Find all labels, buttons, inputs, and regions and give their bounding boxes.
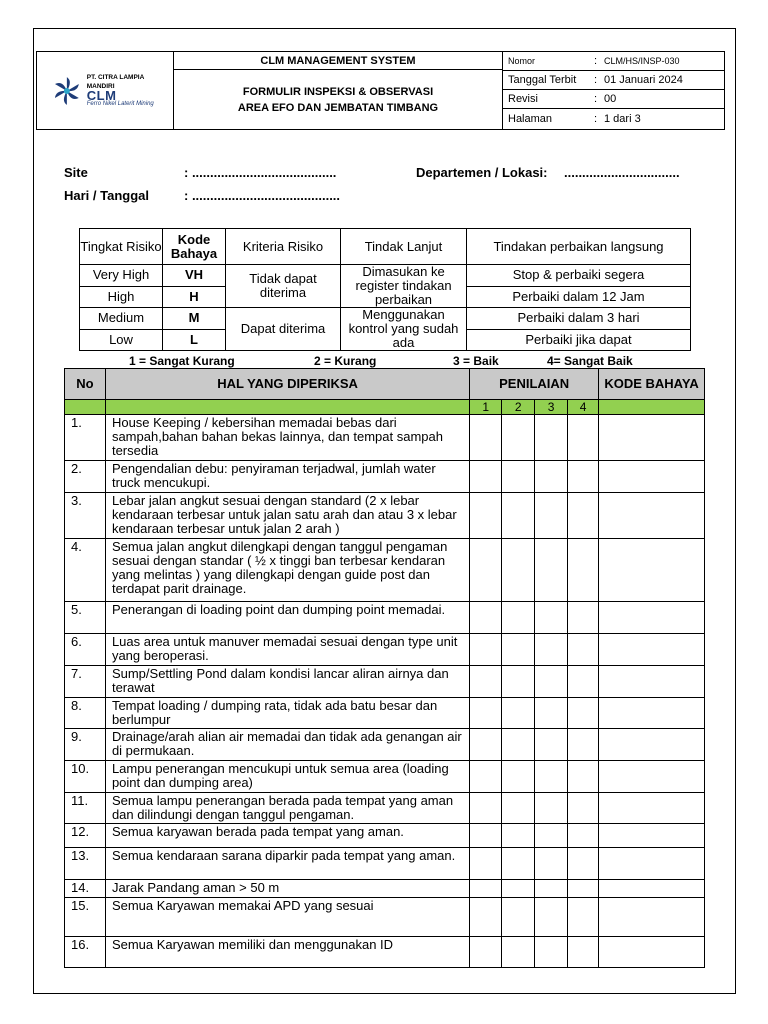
risk-matrix-table — [79, 228, 691, 351]
hazard-code-cell[interactable] — [599, 666, 705, 698]
item-description: Pengendalian debu: penyiraman terjadwal, jumlah water truck mencukupi. — [105, 461, 469, 493]
risk-code: M — [163, 308, 226, 330]
meta-row-halaman: Halaman : 1 dari 3 — [503, 109, 724, 129]
risk-header-code: Kode Bahaya — [163, 229, 226, 265]
hazard-code-cell[interactable] — [599, 729, 705, 761]
site-label: Site — [64, 165, 88, 180]
item-description: House Keeping / kebersihan memadai bebas dari sampah,bahan bahan bekas lainnya, dan tempat sampah tersedia — [105, 415, 469, 461]
risk-level: High — [80, 286, 163, 308]
risk-followup: Dimasukan ke register tindakan perbaikan — [341, 265, 467, 308]
risk-header-followup: Tindak Lanjut — [341, 229, 467, 265]
rating-cell-1[interactable] — [470, 761, 502, 793]
department-field[interactable]: ................................ — [564, 165, 680, 180]
rating-cell-1[interactable] — [470, 898, 502, 937]
rating-cell-3[interactable] — [535, 793, 568, 824]
checklist-row — [65, 898, 705, 937]
brand-tagline: Ferro Nikel Laterit Mining — [86, 100, 154, 107]
hazard-code-cell[interactable] — [599, 824, 705, 848]
rating-cell-2[interactable] — [502, 634, 535, 666]
legend-item: 2 = Kurang — [314, 354, 377, 368]
rating-cell-4[interactable] — [568, 824, 599, 848]
score-header-3: 3 — [535, 400, 568, 415]
rating-cell-2[interactable] — [502, 539, 535, 602]
rating-cell-3[interactable] — [535, 729, 568, 761]
score-spacer — [65, 400, 106, 415]
rating-cell-2[interactable] — [502, 848, 535, 880]
company-name: PT. CITRA LAMPIA MANDIRI — [86, 73, 145, 90]
item-description: Luas area untuk manuver memadai sesuai dengan type unit yang beroperasi. — [105, 634, 469, 666]
legend-item: 3 = Baik — [453, 354, 499, 368]
department-label: Departemen / Lokasi: — [416, 165, 548, 180]
rating-cell-1[interactable] — [470, 493, 502, 539]
rating-cell-3[interactable] — [535, 415, 568, 461]
rating-cell-1[interactable] — [470, 666, 502, 698]
item-description: Lebar jalan angkut sesuai dengan standard (2 x lebar kendaraan terbesar untuk jalan satu arah dan atau 3 x lebar kendaraan terbesar untuk jalan 2 arah ) — [105, 493, 469, 539]
item-description: Jarak Pandang aman > 50 m — [105, 880, 469, 898]
rating-cell-2[interactable] — [502, 493, 535, 539]
rating-cell-4[interactable] — [568, 634, 599, 666]
checklist-row — [65, 937, 705, 968]
checklist-row — [65, 824, 705, 848]
document-meta — [503, 52, 725, 130]
hazard-code-cell[interactable] — [599, 634, 705, 666]
checklist-row — [65, 698, 705, 729]
form-title-line-2: AREA EFO DAN JEMBATAN TIMBANG — [237, 101, 439, 114]
meta-row-revisi: Revisi : 00 — [503, 90, 724, 109]
item-number: 5. — [65, 602, 106, 634]
rating-cell-2[interactable] — [502, 698, 535, 729]
rating-cell-4[interactable] — [568, 666, 599, 698]
hazard-code-cell[interactable] — [599, 493, 705, 539]
risk-action: Perbaiki jika dapat — [467, 329, 691, 351]
hazard-code-cell[interactable] — [599, 761, 705, 793]
rating-cell-2[interactable] — [502, 729, 535, 761]
hazard-code-cell[interactable] — [599, 937, 705, 968]
checklist-row — [65, 729, 705, 761]
rating-cell-3[interactable] — [535, 602, 568, 634]
rating-cell-1[interactable] — [470, 937, 502, 968]
rating-cell-2[interactable] — [502, 415, 535, 461]
column-header-rating: PENILAIAN — [470, 369, 599, 400]
rating-cell-4[interactable] — [568, 937, 599, 968]
item-number: 7. — [65, 666, 106, 698]
risk-action: Stop & perbaiki segera — [467, 265, 691, 287]
risk-code: VH — [163, 265, 226, 287]
rating-cell-3[interactable] — [535, 461, 568, 493]
score-spacer — [599, 400, 705, 415]
column-header-no: No — [65, 369, 106, 400]
risk-header-level: Tingkat Risiko — [80, 229, 163, 265]
item-description: Semua jalan angkut dilengkapi dengan tanggul pengaman sesuai dengan standar ( ½ x tinggi ban terbesar kendaran yang melintas ) yang dilengkapi dengan guide post dan terdapat parit drainage. — [105, 539, 469, 602]
risk-action: Perbaiki dalam 12 Jam — [467, 286, 691, 308]
item-description: Drainage/arah alian air memadai dan tidak ada genangan air di permukaan. — [105, 729, 469, 761]
rating-cell-4[interactable] — [568, 880, 599, 898]
hazard-code-cell[interactable] — [599, 461, 705, 493]
item-number: 6. — [65, 634, 106, 666]
rating-cell-3[interactable] — [535, 824, 568, 848]
rating-cell-1[interactable] — [470, 729, 502, 761]
meta-value: 1 dari 3 — [604, 113, 641, 125]
rating-cell-3[interactable] — [535, 698, 568, 729]
checklist-row — [65, 793, 705, 824]
rating-cell-3[interactable] — [535, 880, 568, 898]
checklist-row — [65, 539, 705, 602]
risk-level: Low — [80, 329, 163, 351]
meta-key: Nomor — [508, 56, 536, 66]
meta-row-tanggal: Tanggal Terbit : 01 Januari 2024 — [503, 71, 724, 90]
risk-criteria: Tidak dapat diterima — [226, 265, 341, 308]
item-number: 16. — [65, 937, 106, 968]
item-number: 3. — [65, 493, 106, 539]
score-header-2: 2 — [502, 400, 535, 415]
risk-followup: Menggunakan kontrol yang sudah ada — [341, 308, 467, 351]
hazard-code-cell[interactable] — [599, 698, 705, 729]
rating-cell-3[interactable] — [535, 539, 568, 602]
brand-name: CLM — [86, 87, 117, 103]
rating-cell-3[interactable] — [535, 666, 568, 698]
checklist-row — [65, 602, 705, 634]
hazard-code-cell[interactable] — [599, 602, 705, 634]
item-number: 2. — [65, 461, 106, 493]
rating-cell-4[interactable] — [568, 602, 599, 634]
rating-cell-1[interactable] — [470, 824, 502, 848]
item-description: Semua lampu penerangan berada pada tempat yang aman dan dilindungi dengan tanggul pengaman. — [105, 793, 469, 824]
date-field[interactable]: : ......................................... — [184, 188, 341, 203]
checklist-row — [65, 493, 705, 539]
rating-cell-1[interactable] — [470, 634, 502, 666]
item-number: 13. — [65, 848, 106, 880]
risk-code: L — [163, 329, 226, 351]
rating-cell-1[interactable] — [470, 793, 502, 824]
item-description: Tempat loading / dumping rata, tidak ada batu besar dan berlumpur — [105, 698, 469, 729]
rating-cell-1[interactable] — [470, 602, 502, 634]
item-description: Semua Karyawan memiliki dan menggunakan ID — [105, 937, 469, 968]
risk-code: H — [163, 286, 226, 308]
rating-cell-4[interactable] — [568, 793, 599, 824]
item-description: Semua kendaraan sarana diparkir pada tempat yang aman. — [105, 848, 469, 880]
item-description: Lampu penerangan mencukupi untuk semua area (loading point dan dumping area) — [105, 761, 469, 793]
rating-cell-2[interactable] — [502, 937, 535, 968]
item-description: Semua karyawan berada pada tempat yang aman. — [105, 824, 469, 848]
hazard-code-cell[interactable] — [599, 898, 705, 937]
item-number: 1. — [65, 415, 106, 461]
column-header-code: KODE BAHAYA — [599, 369, 705, 400]
score-header-4: 4 — [568, 400, 599, 415]
rating-cell-1[interactable] — [470, 415, 502, 461]
rating-cell-3[interactable] — [535, 634, 568, 666]
meta-key: Revisi — [508, 93, 538, 105]
site-field[interactable]: : ........................................ — [184, 165, 337, 180]
checklist-row — [65, 761, 705, 793]
risk-criteria: Dapat diterima — [226, 308, 341, 351]
item-number: 15. — [65, 898, 106, 937]
hazard-code-cell[interactable] — [599, 415, 705, 461]
meta-value: 01 Januari 2024 — [604, 74, 683, 86]
item-number: 4. — [65, 539, 106, 602]
risk-header-criteria: Kriteria Risiko — [226, 229, 341, 265]
rating-cell-1[interactable] — [470, 698, 502, 729]
checklist-row — [65, 415, 705, 461]
item-description: Sump/Settling Pond dalam kondisi lancar aliran airnya dan terawat — [105, 666, 469, 698]
item-number: 11. — [65, 793, 106, 824]
rating-cell-4[interactable] — [568, 848, 599, 880]
inspection-checklist-table — [64, 368, 705, 968]
rating-cell-1[interactable] — [470, 880, 502, 898]
meta-row-nomor: Nomor : CLM/HS/INSP-030 — [503, 52, 724, 71]
rating-cell-1[interactable] — [470, 461, 502, 493]
rating-cell-4[interactable] — [568, 729, 599, 761]
rating-cell-2[interactable] — [502, 824, 535, 848]
rating-cell-3[interactable] — [535, 898, 568, 937]
rating-cell-4[interactable] — [568, 493, 599, 539]
item-description: Penerangan di loading point dan dumping point memadai. — [105, 602, 469, 634]
hazard-code-cell[interactable] — [599, 848, 705, 880]
checklist-row — [65, 880, 705, 898]
form-title-line-1: FORMULIR INSPEKSI & OBSERVASI — [242, 85, 434, 98]
risk-header-action: Tindakan perbaikan langsung — [467, 229, 691, 265]
rating-cell-2[interactable] — [502, 602, 535, 634]
risk-level: Very High — [80, 265, 163, 287]
rating-cell-2[interactable] — [502, 761, 535, 793]
meta-key: Halaman — [508, 113, 553, 125]
rating-cell-1[interactable] — [470, 848, 502, 880]
rating-cell-3[interactable] — [535, 937, 568, 968]
item-number: 14. — [65, 880, 106, 898]
form-title — [174, 70, 503, 130]
rating-cell-2[interactable] — [502, 898, 535, 937]
risk-action: Perbaiki dalam 3 hari — [467, 308, 691, 330]
meta-value: 00 — [604, 93, 617, 105]
meta-value: CLM/HS/INSP-030 — [604, 56, 680, 66]
logo-cell — [37, 52, 174, 130]
score-header-1: 1 — [470, 400, 502, 415]
meta-key: Tanggal Terbit — [508, 74, 577, 86]
rating-cell-1[interactable] — [470, 539, 502, 602]
rating-cell-4[interactable] — [568, 415, 599, 461]
hazard-code-cell[interactable] — [599, 793, 705, 824]
hazard-code-cell[interactable] — [599, 880, 705, 898]
item-number: 10. — [65, 761, 106, 793]
legend-item: 4= Sangat Baik — [547, 354, 633, 368]
item-number: 8. — [65, 698, 106, 729]
checklist-row — [65, 848, 705, 880]
rating-cell-4[interactable] — [568, 539, 599, 602]
checklist-row — [65, 666, 705, 698]
checklist-row — [65, 461, 705, 493]
rating-cell-2[interactable] — [502, 666, 535, 698]
rating-cell-2[interactable] — [502, 880, 535, 898]
score-spacer — [105, 400, 469, 415]
rating-cell-3[interactable] — [535, 848, 568, 880]
rating-cell-3[interactable] — [535, 761, 568, 793]
rating-cell-4[interactable] — [568, 761, 599, 793]
item-number: 12. — [65, 824, 106, 848]
rating-cell-2[interactable] — [502, 461, 535, 493]
document-header — [36, 51, 725, 130]
hazard-code-cell[interactable] — [599, 539, 705, 602]
date-label: Hari / Tanggal — [64, 188, 149, 203]
item-number: 9. — [65, 729, 106, 761]
item-description: Semua Karyawan memakai APD yang sesuai — [105, 898, 469, 937]
system-title: CLM MANAGEMENT SYSTEM — [174, 52, 503, 70]
rating-cell-4[interactable] — [568, 898, 599, 937]
rating-cell-4[interactable] — [568, 461, 599, 493]
risk-level: Medium — [80, 308, 163, 330]
rating-cell-3[interactable] — [535, 493, 568, 539]
checklist-row — [65, 634, 705, 666]
rating-cell-2[interactable] — [502, 793, 535, 824]
clm-logo-icon — [51, 75, 83, 107]
legend-item: 1 = Sangat Kurang — [129, 354, 235, 368]
column-header-item: HAL YANG DIPERIKSA — [105, 369, 469, 400]
rating-cell-4[interactable] — [568, 698, 599, 729]
